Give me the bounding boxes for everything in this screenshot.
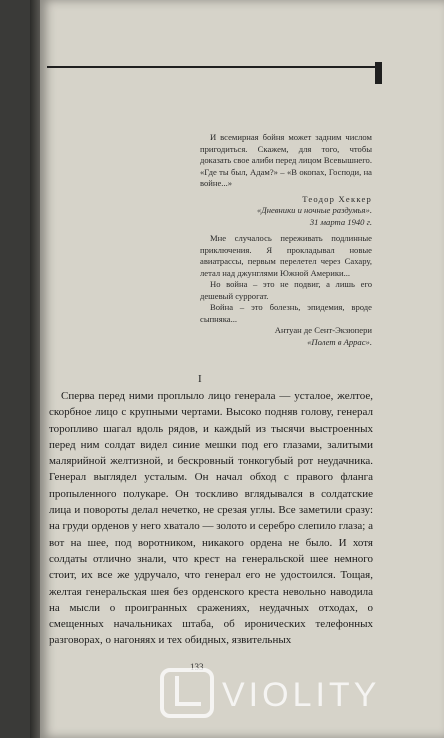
watermark-text: VIOLITY [222, 676, 381, 714]
epigraph-text: Война – это болезнь, эпидемия, вроде сыпняка... [200, 302, 372, 324]
epigraph-text: Мне случалось переживать подлинные приключения. Я прокладывал новые авиатрассы, первым перелетел через Сахару, летал над джунглями Южной Америки... [200, 233, 372, 278]
watermark-logo-icon [160, 668, 214, 718]
epigraph-source: «Полет в Аррас». [307, 336, 372, 347]
epigraph-text: Но война – это не подвиг, а лишь его дешевый суррогат. [200, 279, 372, 301]
epigraph-heckker [200, 132, 372, 228]
epigraph-exupery [200, 233, 372, 348]
chapter-number: I [198, 373, 202, 385]
chapter-rule-end [375, 62, 382, 84]
epigraph-author: Теодор Хеккер [302, 193, 372, 204]
body-paragraph: Сперва перед ними проплыло лицо генерала — усталое, желтое, скорбное лицо с крупными чертами. Высоко подняв голову, генерал торопливо шагал вдоль рядов, и каждый из тысячи выстроенных перед ним солдат видел синие мешки под его глазами, залитыми малярийной желтизной, и бескровный тонкогубый рот неудачника. Генерал выглядел усталым. Он начал обход с правого фланга пропыленного полукаре. Он тоскливо вглядывался в солдатские лица и повороты делал нечетко, не срезая углы. Все заметили сразу: на груди орденов у него хватало — золото и серебро слепило глаза; а вот на шее, под воротником, никакого ордена не было. И хотя солдаты отлично знали, что крест на генеральской шее немного стоит, их все же удручало, что генерал его не удостоился. Тощая, желтая генеральская шея без орденского креста невольно наводила на мысли о проигранных сражениях, неудачных отходах, о смещенных начальниках штаба, об иронических телефонных разговорах, о нагоняях и тех обидных, язвительных [49, 390, 373, 647]
epigraph-text: И всемирная бойня может задним числом пригодиться. Скажем, для того, чтобы доказать свое алиби перед лицом Всевышнего. «Где ты был, Адам?» – «В окопах, Господи, на войне...» [200, 132, 372, 188]
epigraph-source: «Дневники и ночные раздумья». [256, 205, 372, 215]
chapter-rule [47, 66, 376, 68]
epigraph-author: Антуан де Сент-Экзюпери [274, 325, 372, 335]
page-number: 133 [190, 662, 204, 672]
watermark-glyph-icon [175, 676, 201, 706]
epigraph-date: 31 марта 1940 г. [309, 216, 372, 227]
